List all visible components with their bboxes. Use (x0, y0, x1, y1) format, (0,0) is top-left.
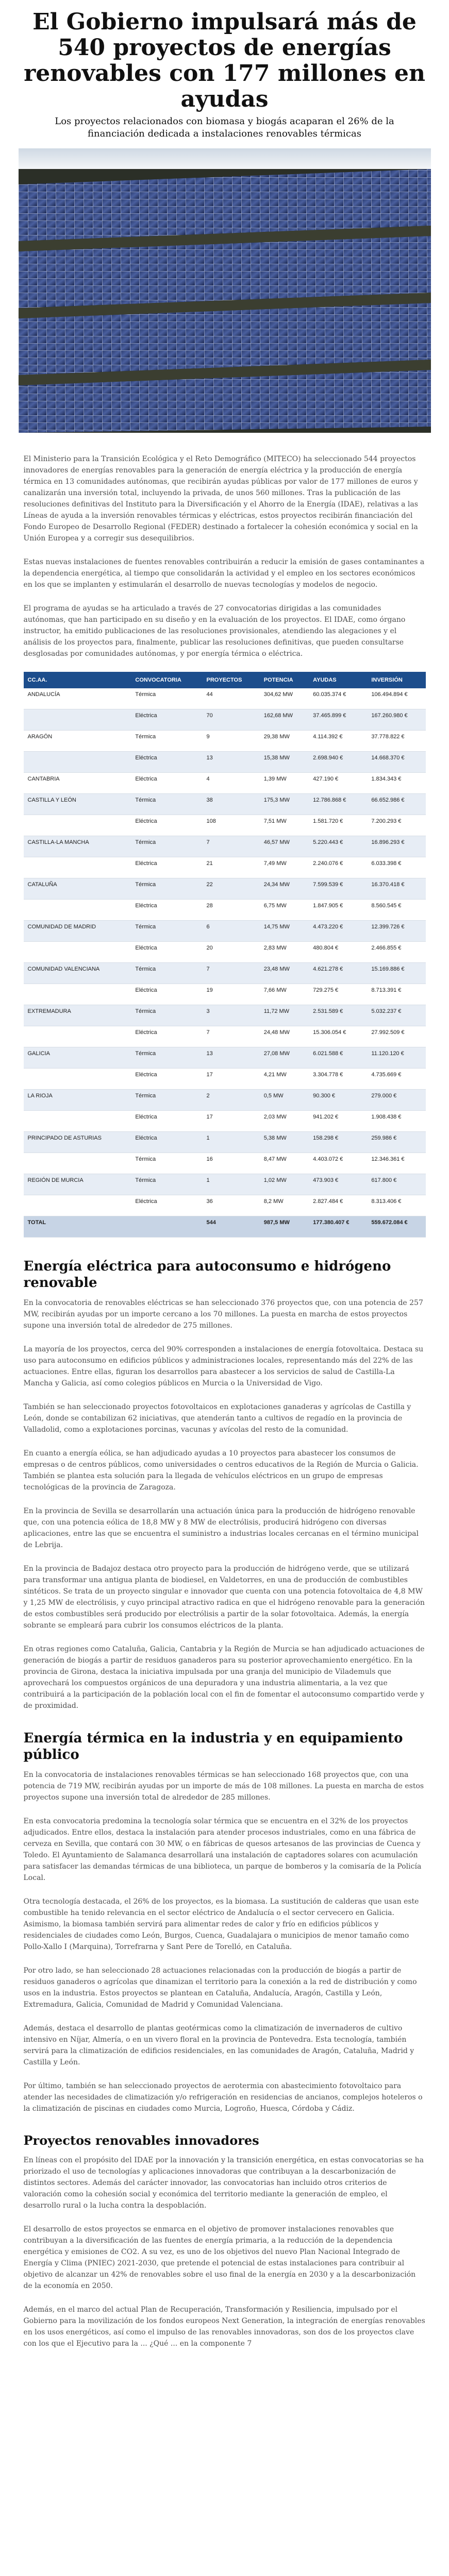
table-cell: 24,34 MW (260, 878, 309, 900)
table-row (24, 773, 426, 794)
table-cell: 8.313.406 € (367, 1195, 425, 1216)
paragraph: En cuanto a energía eólica, se han adjudicado ayudas a 10 proyectos para abastecer los consumos de empresas o de centros públicos, como universidades o centros educativos de la Región de Murcia o Galicia. También se plantea esta solución para la llegada de vehículos eléctricos en un grupo de empresas tecnológicas de la provincia de Zaragoza. (23, 1449, 419, 1492)
table-cell: 21 (203, 857, 260, 878)
table-cell: 175,3 MW (260, 794, 309, 815)
table-cell: 8.560.545 € (367, 900, 425, 921)
table-cell: Eléctrica (131, 984, 202, 1005)
table-row (24, 1174, 426, 1195)
table-cell: 13 (203, 752, 260, 773)
table-cell: CASTILLA-LA MANCHA (24, 836, 131, 857)
table-cell: Térmica (131, 1153, 202, 1174)
table-cell: Eléctrica (131, 773, 202, 794)
table-cell: 7,51 MW (260, 815, 309, 836)
article-body (24, 453, 426, 2349)
table-cell: Térmica (131, 963, 202, 984)
table-cell: 2.698.940 € (309, 752, 367, 773)
paragraph: La mayoría de los proyectos, cerca del 90% corresponden a instalaciones de energía fotovoltaica. Destaca su uso para autoconsumo en edificios públicos y administraciones locales, representando más del 22% de las actuaciones. Entre ellas, figuran los desarrollos para abastecer a los servicios de salud de Castilla-La Mancha y Galicia, así como colegios públicos en Murcia o la Universidad de Vigo. (23, 1345, 424, 1387)
table-cell: 12.786.868 € (309, 794, 367, 815)
paragraph: En la convocatoria de renovables eléctricas se han seleccionado 376 proyectos que, con una potencia de 257 MW, recibirán ayudas por un importe cercano a los 70 millones. La puesta en marcha de estos proyectos supone una inversión total de alrededor de 275 millones. (23, 1299, 423, 1330)
table-cell: 4 (203, 773, 260, 794)
table-cell: 559.672.084 € (367, 1216, 425, 1238)
table-cell: 480.804 € (309, 942, 367, 963)
table-cell: 37.465.899 € (309, 709, 367, 731)
table-cell: 6.033.398 € (367, 857, 425, 878)
table-cell: 9 (203, 731, 260, 752)
table-cell: 44 (203, 688, 260, 709)
table-cell: 106.494.894 € (367, 688, 425, 709)
paragraph: Estas nuevas instalaciones de fuentes renovables contribuirán a reducir la emisión de gases contaminantes a la dependencia energética, al tiempo que consolidarán la actividad y el empleo en los sectores económicos en los que se implanten y estimularán el desarrollo de nuevas tecnologías y modelos de negocio. (23, 558, 425, 589)
table-cell: 4.621.278 € (309, 963, 367, 984)
table-cell: ARAGÓN (24, 731, 131, 752)
table-cell: 987,5 MW (260, 1216, 309, 1238)
table-cell (24, 857, 131, 878)
table-cell: TOTAL (24, 1216, 131, 1238)
table-cell: CATALUÑA (24, 878, 131, 900)
table-cell: 108 (203, 815, 260, 836)
table-cell: 2.466.855 € (367, 942, 425, 963)
table-cell: Térmica (131, 731, 202, 752)
table-cell: 46,57 MW (260, 836, 309, 857)
table-cell: 16.896.293 € (367, 836, 425, 857)
table-cell: 6 (203, 921, 260, 942)
table-cell: 7 (203, 1026, 260, 1047)
paragraph: En otras regiones como Cataluña, Galicia, Cantabria y la Región de Murcia se han adjudicado actuaciones de generación de biogás a partir de residuos ganaderos para su posterior aprovechamiento energético. En la provincia de Girona, destaca la iniciativa impulsada por una granja del municipio de Vilademuls que aprovechará los compuestos orgánicos de una depuradora y una industria alimentaria, a la vez que contribuirá a la participación de la población local con el fin de fomentar el autoconsumo compartido verde y de proximidad. (23, 1645, 425, 1710)
table-cell: 27.992.509 € (367, 1026, 425, 1047)
table-header: PROYECTOS (203, 672, 260, 688)
table-cell: 6,75 MW (260, 900, 309, 921)
projects-table (24, 672, 426, 1238)
table-cell: 5.220.443 € (309, 836, 367, 857)
table-cell: 1 (203, 1174, 260, 1195)
table-row (24, 963, 426, 984)
table-row (24, 794, 426, 815)
table-cell: 90.300 € (309, 1090, 367, 1111)
table-row (24, 1047, 426, 1069)
table-cell: 60.035.374 € (309, 688, 367, 709)
table-cell (24, 900, 131, 921)
table-cell: LA RIOJA (24, 1090, 131, 1111)
table-cell: COMUNIDAD DE MADRID (24, 921, 131, 942)
table-cell: 14.668.370 € (367, 752, 425, 773)
table-cell: 17 (203, 1111, 260, 1132)
table-total-row (24, 1216, 426, 1238)
table-cell: 29,38 MW (260, 731, 309, 752)
table-cell: Térmica (131, 794, 202, 815)
table-cell: EXTREMADURA (24, 1005, 131, 1026)
table-cell: 2.531.589 € (309, 1005, 367, 1026)
table-cell: 4,21 MW (260, 1069, 309, 1090)
table-cell: 14,75 MW (260, 921, 309, 942)
table-row (24, 900, 426, 921)
paragraph: El desarrollo de estos proyectos se enmarca en el objetivo de promover instalaciones renovables que contribuyan a la diversificación de las fuentes de energía primaria, a la reducción de la dependencia energética y emisiones de CO2. A su vez, es uno de los objetivos del nuevo Plan Nacional Integrado de Energía y Clima (PNIEC) 2021-2030, que pretende el potencial de estas instalaciones para contribuir al objetivo de alcanzar un 42% de renovables sobre el uso final de la energía en 2030 y a la descarbonización de la economía en 2050. (23, 2225, 416, 2290)
table-row (24, 984, 426, 1005)
table-cell: Eléctrica (131, 1069, 202, 1090)
table-cell: Eléctrica (131, 942, 202, 963)
table-cell (24, 709, 131, 731)
table-cell: 1,02 MW (260, 1174, 309, 1195)
paragraph: Además, destaca el desarrollo de plantas geotérmicas como la climatización de invernaderos de cultivo intensivo en Níjar, Almería, o en un vivero floral en la provincia de Pontevedra. Esta tecnología, también servirá para la climatización de edificios residenciales, en las comunidades de Aragón, Cataluña, Madrid y Castilla y León. (23, 2024, 414, 2066)
table-cell: Eléctrica (131, 1132, 202, 1153)
paragraph: Por último, también se han seleccionado proyectos de aerotermia con abastecimiento fotovoltaico para atender las necesidades de climatización y/o refrigeración en residencias de ancianos, complejos hoteleros o la climatización de piscinas en ciudades como Murcia, Logroño, Huesca, Córdoba y Cádiz. (23, 2082, 423, 2113)
table-cell: Térmica (131, 688, 202, 709)
table-cell (24, 1195, 131, 1216)
table-cell: 12.399.726 € (367, 921, 425, 942)
table-cell: 427.190 € (309, 773, 367, 794)
table-cell: 22 (203, 878, 260, 900)
table-cell: Eléctrica (131, 709, 202, 731)
table-header: INVERSIÓN (367, 672, 425, 688)
paragraph: El Ministerio para la Transición Ecológica y el Reto Demográfico (MITECO) ha seleccionado 544 proyectos innovadores de energías renovables para la generación de energía eléctrica y la producción de energía térmica en 13 comunidades autónomas, que recibirán ayudas públicas por valor de 177 millones de euros y canalizarán una inversión total, incluyendo la privada, de unos 560 millones. Tras la publicación de las resoluciones definitivas del Instituto para la Diversificación y el Ahorro de la Energía (IDAE), relativas a las Líneas de ayuda a la inversión renovables térmicas y eléctricas, estos proyectos recibirán financiación del Fondo Europeo de Desarrollo Regional (FEDER) destinado a fortalecer la cohesión económica y social en la Unión Europea y a corregir sus desequilibrios. (23, 455, 418, 543)
table-row (24, 752, 426, 773)
table-cell: 5,38 MW (260, 1132, 309, 1153)
table-cell (24, 1111, 131, 1132)
table-row (24, 709, 426, 731)
table-cell: 1.581.720 € (309, 815, 367, 836)
paragraph: En líneas con el propósito del IDAE por la innovación y la transición energética, en estas convocatorias se ha priorizado el uso de tecnologías y aplicaciones innovadoras que contribuyan a la descarbonización de distintos sectores. Además del carácter innovador, las convocatorias han incluido otros criterios de valoración como la cohesión social y económica del territorio mediante la generación de empleo, el desarrollo rural o la lucha contra la despoblación. (23, 2156, 424, 2210)
table-cell: 7 (203, 836, 260, 857)
table-cell: 259.986 € (367, 1132, 425, 1153)
table-cell: 544 (203, 1216, 260, 1238)
table-cell: Térmica (131, 1047, 202, 1069)
table-cell: 177.380.407 € (309, 1216, 367, 1238)
table-cell: CANTABRIA (24, 773, 131, 794)
table-header: AYUDAS (309, 672, 367, 688)
table-cell: 12.346.361 € (367, 1153, 425, 1174)
table-cell: 2 (203, 1090, 260, 1111)
table-cell: 7,66 MW (260, 984, 309, 1005)
paragraph: Además, en el marco del actual Plan de Recuperación, Transformación y Resiliencia, impulsado por el Gobierno para la movilización de los fondos europeos Next Generation, la integración de energías renovables en los usos energéticos, así como el impulso de las renovables innovadoras, son dos de los proyectos clave con los que el Ejecutivo para la ... ¿Qué ... en la componente 7 (23, 2306, 425, 2348)
table-cell: Térmica (131, 878, 202, 900)
table-cell: PRINCIPADO DE ASTURIAS (24, 1132, 131, 1153)
table-cell: 4.735.669 € (367, 1069, 425, 1090)
section-heading: Energía eléctrica para autoconsumo e hidrógeno renovable (23, 1259, 391, 1291)
table-cell: 158.298 € (309, 1132, 367, 1153)
table-cell: Térmica (131, 1174, 202, 1195)
table-cell: Eléctrica (131, 752, 202, 773)
table-header: CONVOCATORIA (131, 672, 202, 688)
table-body (24, 688, 426, 1238)
table-row (24, 1132, 426, 1153)
table-cell: GALICIA (24, 1047, 131, 1069)
table-cell: 70 (203, 709, 260, 731)
table-cell: 23,48 MW (260, 963, 309, 984)
table-cell (24, 1069, 131, 1090)
table-cell (131, 1216, 202, 1238)
solar-panels-image (19, 148, 431, 433)
table-header: POTENCIA (260, 672, 309, 688)
table-cell: 4.403.072 € (309, 1153, 367, 1174)
table-cell: Eléctrica (131, 857, 202, 878)
table-cell: 7.599.539 € (309, 878, 367, 900)
section-heading: Energía térmica en la industria y en equipamiento público (23, 1731, 403, 1762)
paragraph: Otra tecnología destacada, el 26% de los proyectos, es la biomasa. La sustitución de calderas que usan este combustible ha tenido relevancia en el sector eléctrico de Andalucía o el sector cervecero en Galicia. Asimismo, la biomasa también servirá para alimentar redes de calor y frío en edificios públicos y residenciales de ciudades como León, Burgos, Cuenca, Guadalajara o municipios de menor tamaño como Pollo-Xallo I (Marquina), Torrefrarna y Sant Pere de Torelló, en Cataluña. (23, 1897, 419, 1951)
section-heading: Proyectos renovables innovadores (23, 2133, 259, 2148)
table-cell: Eléctrica (131, 815, 202, 836)
table-cell: 16.370.418 € (367, 878, 425, 900)
table-cell: 167.260.980 € (367, 709, 425, 731)
paragraph: El programa de ayudas se ha articulado a través de 27 convocatorias dirigidas a las comunidades autónomas, que han participado en su diseño y en la evaluación de los proyectos. El IDAE, como órgano instructor, ha emitido publicaciones de las resoluciones provisionales, atendiendo las alegaciones y el análisis de los proyectos para, finalmente, publicar las resoluciones definitivas, que pueden consultarse desglosadas por comunidades autónomas, y por energía térmica o eléctrica. (23, 604, 406, 658)
table-cell: 19 (203, 984, 260, 1005)
page (0, 9, 449, 2349)
table-row (24, 688, 426, 709)
table-row (24, 1026, 426, 1047)
table-cell: 1.908.438 € (367, 1111, 425, 1132)
table-cell: 2.240.076 € (309, 857, 367, 878)
table-cell: 36 (203, 1195, 260, 1216)
table-cell: 729.275 € (309, 984, 367, 1005)
table-cell: 28 (203, 900, 260, 921)
table-cell: CASTILLA Y LEÓN (24, 794, 131, 815)
table-cell: 7.200.293 € (367, 815, 425, 836)
table-cell: 11.120.120 € (367, 1047, 425, 1069)
table-cell: COMUNIDAD VALENCIANA (24, 963, 131, 984)
paragraph: En la convocatoria de instalaciones renovables térmicas se han seleccionado 168 proyectos que, con una potencia de 719 MW, recibirán ayudas por un importe de más de 108 millones. La puesta en marcha de estos proyectos supone una inversión total de alrededor de 285 millones. (23, 1771, 424, 1802)
table-cell: 1,39 MW (260, 773, 309, 794)
table-cell: 2,83 MW (260, 942, 309, 963)
table-cell: 7,49 MW (260, 857, 309, 878)
table-cell: 24,48 MW (260, 1026, 309, 1047)
table-cell: 15,38 MW (260, 752, 309, 773)
table-cell: Eléctrica (131, 1111, 202, 1132)
table-cell: 13 (203, 1047, 260, 1069)
table-header-row (24, 672, 426, 688)
table-cell: 11,72 MW (260, 1005, 309, 1026)
table-row (24, 921, 426, 942)
table-cell: 37.778.822 € (367, 731, 425, 752)
table-cell: 7 (203, 963, 260, 984)
table-cell: REGIÓN DE MURCIA (24, 1174, 131, 1195)
table-row (24, 1005, 426, 1026)
table-cell: 279.000 € (367, 1090, 425, 1111)
table-row (24, 1090, 426, 1111)
table-cell: Eléctrica (131, 1195, 202, 1216)
table-cell: 15.306.054 € (309, 1026, 367, 1047)
table-cell: Térmica (131, 921, 202, 942)
table-row (24, 731, 426, 752)
table-cell: 3.304.778 € (309, 1069, 367, 1090)
table-cell: 4.473.220 € (309, 921, 367, 942)
table-cell: Eléctrica (131, 1026, 202, 1047)
table-cell: Térmica (131, 836, 202, 857)
table-row (24, 1153, 426, 1174)
paragraph: Por otro lado, se han seleccionado 28 actuaciones relacionadas con la producción de biogás a partir de residuos ganaderos o agrícolas que dinamizan el territorio para la conexión a la red de distribución y como usos en la industria. Estos proyectos se plantean en Cataluña, Andalucía, Aragón, Castilla y León, Extremadura, Galicia, Comunidad de Madrid y Comunidad Valenciana. (23, 1967, 417, 2009)
table-cell: 20 (203, 942, 260, 963)
table-cell: 3 (203, 1005, 260, 1026)
table-cell (24, 1153, 131, 1174)
table-cell: 8,47 MW (260, 1153, 309, 1174)
table-cell: Térmica (131, 1090, 202, 1111)
table-cell: 66.652.986 € (367, 794, 425, 815)
table-cell: 304,62 MW (260, 688, 309, 709)
table-row (24, 1111, 426, 1132)
table-cell: 2,03 MW (260, 1111, 309, 1132)
paragraph: También se han seleccionado proyectos fotovoltaicos en explotaciones ganaderas y agrícolas de Castilla y León, donde se contabilizan 62 iniciativas, que atenderán tanto a cultivos de regadío en la provincia de Valladolid, como a explotaciones porcinas, vacunas y avícolas del resto de la comunidad. (23, 1403, 411, 1434)
table-cell: 0,5 MW (260, 1090, 309, 1111)
table-cell: 617.800 € (367, 1174, 425, 1195)
table-cell: Eléctrica (131, 900, 202, 921)
table-cell: 1.847.905 € (309, 900, 367, 921)
table-cell: 6.021.588 € (309, 1047, 367, 1069)
table-cell (24, 815, 131, 836)
table-cell: 16 (203, 1153, 260, 1174)
article-title: El Gobierno impulsará más de 540 proyectos de energías renovables con 177 millones en ayudas (24, 9, 425, 112)
table-cell: 5.032.237 € (367, 1005, 425, 1026)
paragraph: En la provincia de Sevilla se desarrollarán una actuación única para la producción de hidrógeno renovable que, con una potencia eólica de 18,8 MW y 8 MW de electrólisis, producirá hidrógeno con diversas aplicaciones, entre las que se encuentra el suministro a industrias locales cercanas en el término municipal de Lebrija. (23, 1507, 419, 1549)
table-cell: 1.834.343 € (367, 773, 425, 794)
table-cell (24, 984, 131, 1005)
table-row (24, 857, 426, 878)
table-row (24, 878, 426, 900)
table-cell: 162,68 MW (260, 709, 309, 731)
table-cell: ANDALUCÍA (24, 688, 131, 709)
table-row (24, 942, 426, 963)
table-row (24, 1069, 426, 1090)
table-row (24, 836, 426, 857)
table-cell: 941.202 € (309, 1111, 367, 1132)
table-cell (24, 942, 131, 963)
paragraph: En la provincia de Badajoz destaca otro proyecto para la producción de hidrógeno verde, que se utilizará para transformar una antigua planta de biodiesel, en Valdetorres, en una de producción de combustibles sintéticos. Se trata de un proyecto singular e innovador que cuenta con una potencia fotovoltaica de 4,8 MW y 1,25 MW de electrólisis, y cuyo principal atractivo radica en que el hidrógeno renovable para la generación de estos combustibles será producido por electrólisis a partir de la solar fotovoltaica. Además, la energía sobrante se empleará para cubrir los consumos eléctricos de la planta. (23, 1565, 425, 1630)
table-row (24, 1195, 426, 1216)
table-cell: 473.903 € (309, 1174, 367, 1195)
table-row (24, 815, 426, 836)
table-cell: 4.114.392 € (309, 731, 367, 752)
paragraph: En esta convocatoria predomina la tecnología solar térmica que se encuentra en el 32% de los proyectos adjudicados. Entre ellos, destaca la instalación para atender procesos industriales, como en una fábrica de cerveza en Sevilla, que contará con 30 MW, o en fábricas de quesos artesanos de las provincias de Cuenca y Toledo. El Ayuntamiento de Salamanca desarrollará una instalación de captadores solares con acumulación para satisfacer las demandas térmicas de una biblioteca, un parque de bomberos y la comisaría de la Policía Local. (23, 1817, 422, 1882)
table-cell: 15.169.886 € (367, 963, 425, 984)
table-cell: 8.713.391 € (367, 984, 425, 1005)
article-subtitle: Los proyectos relacionados con biomasa y biogás acaparan el 26% de la financiación dedicada a instalaciones renovables térmicas (55, 116, 394, 139)
table-cell: 27,08 MW (260, 1047, 309, 1069)
table-cell (24, 752, 131, 773)
table-header: CC.AA. (24, 672, 131, 688)
table-cell: 1 (203, 1132, 260, 1153)
table-cell: 38 (203, 794, 260, 815)
table-cell: 8,2 MW (260, 1195, 309, 1216)
table-cell: 2.827.484 € (309, 1195, 367, 1216)
table-cell: 17 (203, 1069, 260, 1090)
table-cell (24, 1026, 131, 1047)
table-cell: Térmica (131, 1005, 202, 1026)
